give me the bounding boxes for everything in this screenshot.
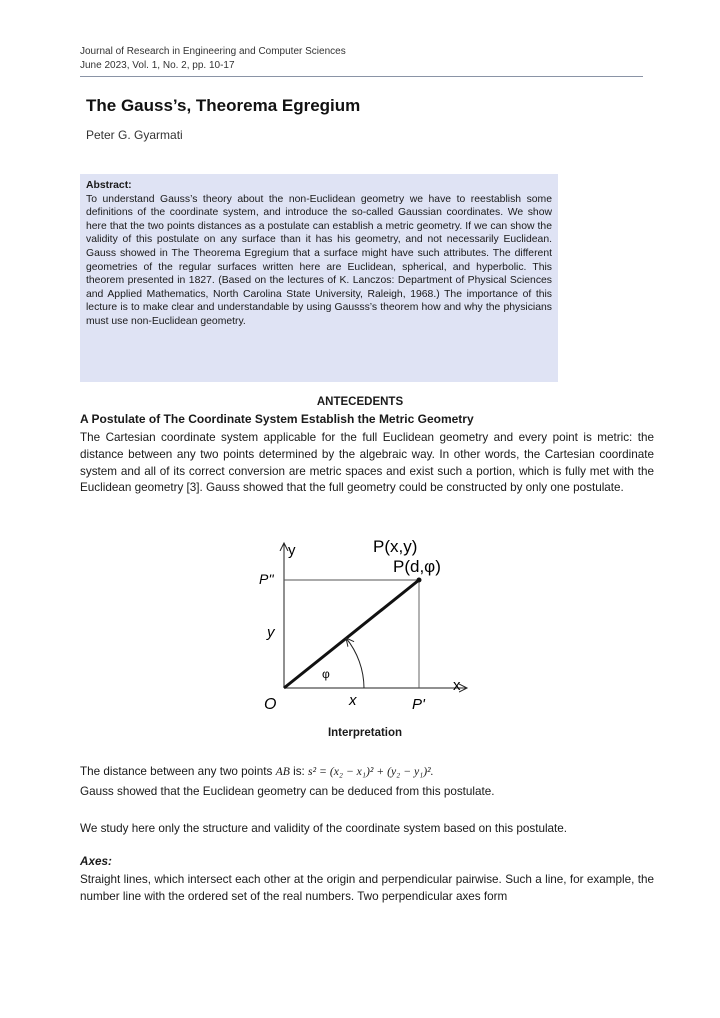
p-prime-label: P' xyxy=(412,696,425,713)
angle-arc xyxy=(346,638,364,688)
axes-heading: Axes: xyxy=(80,855,112,868)
journal-header xyxy=(80,45,346,73)
coordinate-figure xyxy=(255,532,475,722)
phi-label: φ xyxy=(322,667,330,681)
abstract-text: To understand Gauss’s theory about the non-Euclidean geometry we have to reestablish some definitions of the coordinate system, and introduce the so-called Gaussian coordinates. We show here that the two points distances as a postulate can establish a metric geometry. If we can show the validity of this postulate on any surface than it has his geometry, and not necessarily Euclidean. Gauss showed in The Theorema Egregium that a surface might have such attributes. The different geometries of the regular surfaces written here are Euclidean, spherical, and hyperbolic. This theorem presented in 1827. (Based on the lectures of K. Lanczos: Department of Physical Sciences and Applied Mathematics, North Carolina State University, Raleigh, 1968.) The importance of this lecture is to make clear and understandable by using Gausss’s theorem how and why the physicians must use non-Euclidean geometry. xyxy=(86,193,552,327)
point-xy-label: P(x,y) xyxy=(373,537,418,556)
p-double-prime-label: P'' xyxy=(259,571,274,587)
distance-is: is: xyxy=(289,765,309,778)
y-length-label: y xyxy=(267,624,275,641)
study-sentence: We study here only the structure and validity of the coordinate system based on this postulate. xyxy=(80,822,568,835)
x-axis-label: x xyxy=(453,677,461,694)
journal-name: Journal of Research in Engineering and Computer Sciences xyxy=(80,46,346,57)
point-polar-label: P(d,φ) xyxy=(393,557,441,576)
paper-author: Peter G. Gyarmati xyxy=(86,128,183,142)
header-divider xyxy=(80,76,643,77)
gauss-sentence: Gauss showed that the Euclidean geometry can be deduced from this postulate. xyxy=(80,785,495,798)
abstract-box xyxy=(80,174,558,382)
subsection-heading-postulate: A Postulate of The Coordinate System Establish the Metric Geometry xyxy=(80,412,474,426)
x-length-label: x xyxy=(349,692,357,709)
journal-issue: June 2023, Vol. 1, No. 2, pp. 10-17 xyxy=(80,60,235,71)
points-ab: AB xyxy=(275,765,290,778)
abstract-label: Abstract: xyxy=(86,180,132,191)
axes-paragraph: Straight lines, which intersect each other at the origin and perpendicular pairwise. Such a line, for example, the number line with the ordered set of the real numbers. Two perpendicular axes form xyxy=(80,873,654,903)
figure-caption: Interpretation xyxy=(327,727,403,739)
distance-formula: s² = (x₂ − x₁)² + (y₂ − y₁)². xyxy=(308,765,434,778)
point-marker xyxy=(417,578,422,583)
y-axis-label: y xyxy=(288,542,296,559)
origin-label: O xyxy=(264,696,277,713)
paper-title: The Gauss’s, Theorema Egregium xyxy=(86,96,361,115)
section-heading-antecedents: ANTECEDENTS xyxy=(316,396,404,408)
postulate-paragraph: The Cartesian coordinate system applicable for the full Euclidean geometry and every point is metric: the distance between any two points determined by the algebraic way. In other words, the Cartesian coordinate system and all of its correct conversion are metric spaces and exist such a portion, which is fully met with the Euclidean geometry [3]. Gauss showed that the full geometry could be constructed by only one postulate. xyxy=(80,431,654,495)
distance-line xyxy=(284,580,419,688)
distance-prefix: The distance between any two points xyxy=(80,765,276,778)
distance-sentence xyxy=(80,765,434,778)
